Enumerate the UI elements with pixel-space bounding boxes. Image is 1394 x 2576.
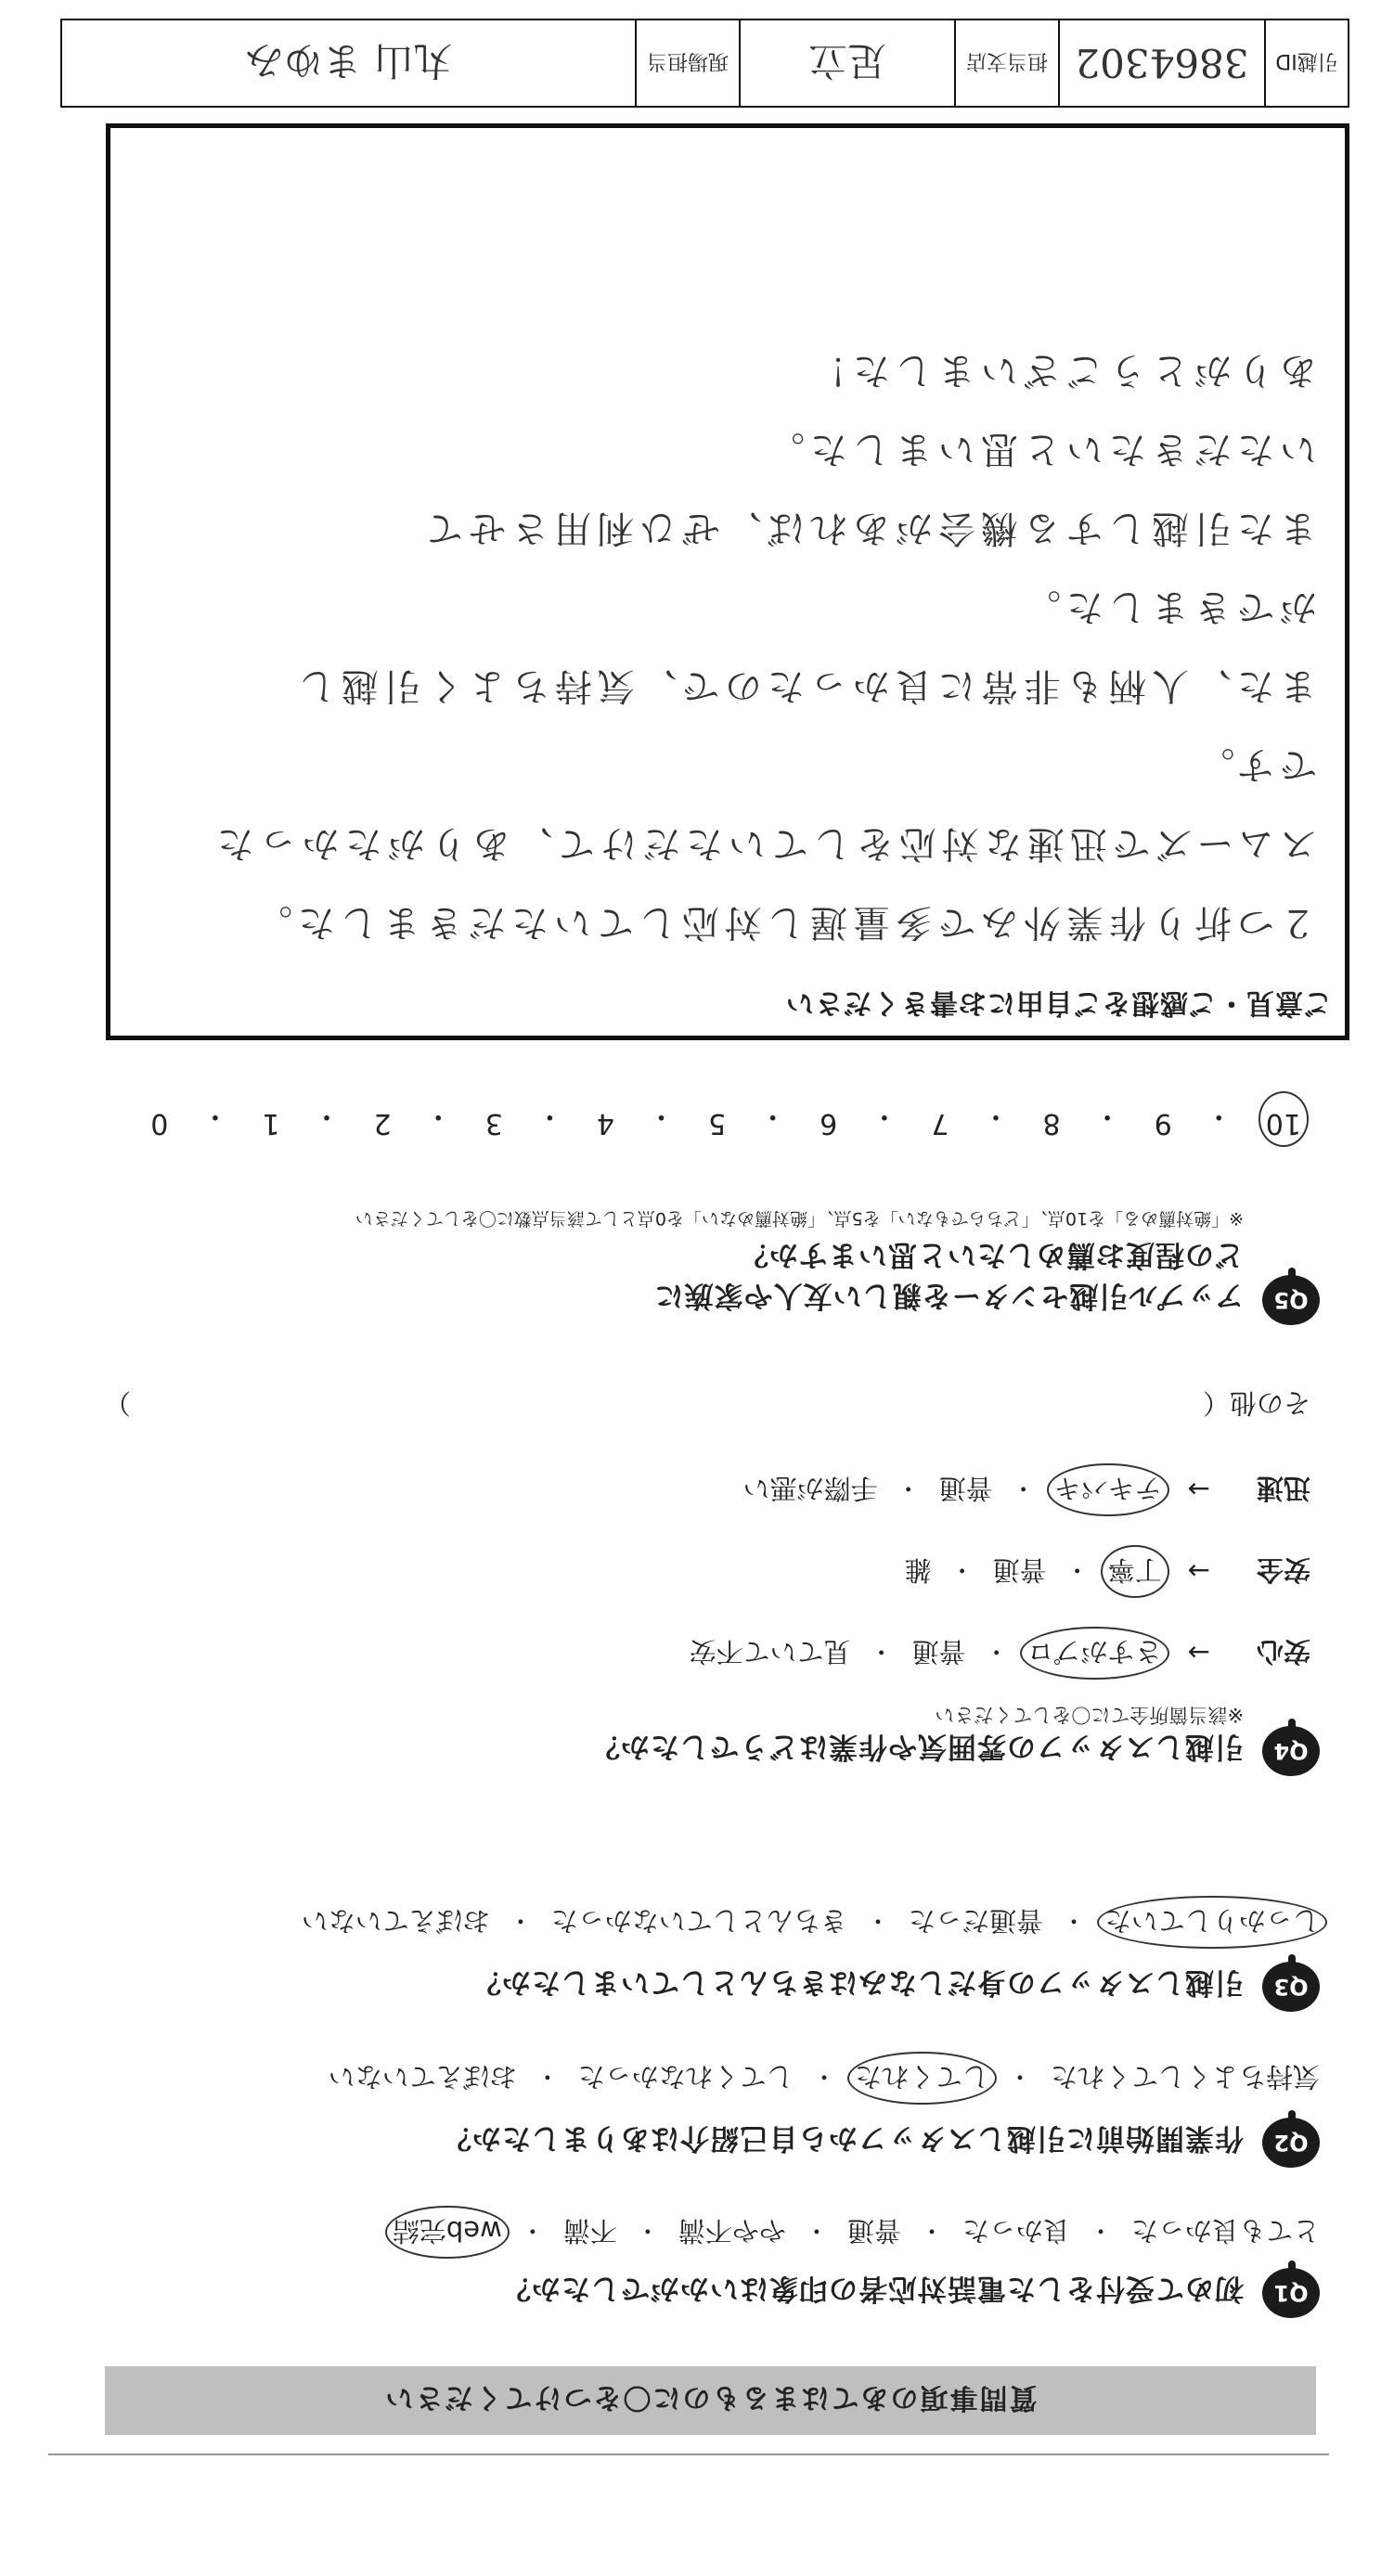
q4-other	[104, 1385, 1310, 1423]
comment-line: ができました。	[1018, 586, 1317, 628]
q4-note: ※該当箇所全てに〇をしてください	[935, 1704, 1244, 1726]
q4-option-circled[interactable]: テキパキ	[1054, 1471, 1162, 1509]
q2-text: 作業開始前に引越しスタッフから自己紹介はありましたか？	[442, 2121, 1244, 2155]
branch-label: 担当支店	[954, 20, 1058, 106]
q1-option[interactable]: 不満	[562, 2215, 617, 2247]
question-1	[85, 2197, 1320, 2318]
arrow-icon: →	[1187, 1555, 1210, 1588]
q4-badge: Q4	[1262, 1726, 1320, 1776]
q4-option[interactable]: 普通	[911, 1636, 966, 1668]
q4-option[interactable]: 普通	[992, 1554, 1047, 1586]
q1-option[interactable]: とても良かった	[1130, 2215, 1320, 2247]
comment-heading: ご意見・ご感想をご自由にお書きください	[785, 986, 1332, 1019]
q4-row-anshin: 安心 → さすがプロ ・ 普通 ・ 見ていて不安	[690, 1634, 1310, 1672]
scale-option[interactable]: 8	[1042, 1107, 1061, 1140]
arrow-icon: →	[1187, 1637, 1210, 1669]
scale-option[interactable]: 1	[262, 1107, 280, 1140]
instruction-bar	[105, 2366, 1316, 2435]
arrow-icon: →	[1187, 1474, 1210, 1506]
q3-options: しっかりしていた ・ 普通だった ・ きちんとしていなかった ・ おぼえていない	[302, 1903, 1320, 1941]
q3-option-circled[interactable]: しっかりしていた	[1104, 1903, 1320, 1941]
scale-option[interactable]: 3	[484, 1107, 503, 1140]
id-value: 3864302	[1058, 20, 1264, 106]
q4-other-close: ）	[104, 1387, 132, 1419]
q1-text: 初めて受付をした電話対応者の印象はいかがでしたか？	[501, 2272, 1244, 2305]
scale-option[interactable]: 7	[931, 1107, 949, 1140]
comment-box[interactable]	[106, 123, 1349, 1040]
q4-other-label: その他（	[1202, 1387, 1310, 1419]
q2-option-circled[interactable]: してくれた	[855, 2059, 989, 2097]
comment-line: また、人柄も非常に良かったので、気持ちよく引越し	[292, 664, 1317, 707]
q4-option[interactable]: 見ていて不安	[689, 1636, 851, 1668]
scale-option[interactable]: 5	[708, 1107, 727, 1140]
comment-line: いただきたいと思いました。	[762, 428, 1317, 470]
scale-option[interactable]: 6	[820, 1107, 838, 1140]
q1-badge: Q1	[1262, 2268, 1320, 2318]
q2-option[interactable]: してくれなかった	[577, 2061, 794, 2093]
instruction-text: 質問事項のあてはまるものに〇をつけてください	[383, 2381, 1038, 2414]
scale-option[interactable]: 4	[596, 1107, 614, 1140]
q4-text: 引越しスタッフの雰囲気や作業はどうでしたか？	[590, 1730, 1244, 1763]
q2-options: 気持ちよくしてくれた ・ してくれた ・ してくれなかった ・ おぼえていない	[329, 2059, 1320, 2097]
q3-option[interactable]: きちんとしていなかった	[550, 1905, 847, 1937]
q4-row-label: 安全	[1256, 1554, 1310, 1586]
question-4	[85, 1368, 1320, 1776]
q4-row-label: 迅速	[1256, 1473, 1310, 1504]
q1-options: とても良かった ・ 良かった ・ 普通 ・ やや不満 ・ 不満 ・ web完結	[393, 2213, 1320, 2251]
scale-option[interactable]: 9	[1154, 1107, 1172, 1140]
q5-text-line2: どの程度お薦めしたいと思いますか？	[739, 1238, 1244, 1271]
q1-option-circled[interactable]: web完結	[393, 2213, 502, 2251]
divider	[48, 2454, 1329, 2455]
scale-option-circled[interactable]: 10	[1266, 1099, 1301, 1140]
comment-line: ２つ折り作業外みで多量遅し対応していただきました。	[250, 901, 1317, 944]
q1-option[interactable]: やや不満	[678, 2215, 786, 2247]
comment-line: スムーズで迅速な対応をしていただけて、ありがたかった	[211, 822, 1317, 865]
question-2	[85, 2047, 1320, 2168]
q5-badge: Q5	[1262, 1275, 1320, 1325]
q3-text: 引越しスタッフの身だしなみはきちんとしていましたか？	[471, 1965, 1244, 1999]
q3-badge: Q3	[1262, 1962, 1320, 2012]
q4-row-label: 安心	[1256, 1636, 1310, 1668]
q2-option[interactable]: 気持ちよくしてくれた	[1050, 2061, 1320, 2093]
comment-line: です。	[1192, 743, 1317, 786]
q4-option-circled[interactable]: さすがプロ	[1027, 1634, 1162, 1672]
q5-note: ※「絶対薦める」を10点、「どちらでもない」を5点、「絶対薦めない」を0点として該当点数に〇をしてください	[355, 1208, 1244, 1229]
q4-row-jinsoku: 迅速 → テキパキ ・ 普通 ・ 手際が悪い	[743, 1471, 1310, 1509]
footer-table	[60, 19, 1349, 108]
q5-scale: 10 ・ 9 ・ 8 ・ 7 ・ 6 ・ 5 ・ 4 ・ 3 ・ 2 ・ 1 ・ 0	[150, 1100, 1301, 1140]
q5-text-line1: アップル引越センターを親しい友人や家族に	[653, 1279, 1244, 1312]
q4-row-anzen: 安全 → 丁寧 ・ 普通 ・ 雑	[905, 1552, 1310, 1591]
leader-value: 丸山 まゆみ	[244, 38, 453, 84]
q1-option[interactable]: 良かった	[962, 2215, 1070, 2247]
question-5	[85, 1167, 1320, 1325]
q1-option[interactable]: 普通	[846, 2215, 901, 2247]
scale-option[interactable]: 2	[373, 1107, 392, 1140]
q4-option-circled[interactable]: 丁寧	[1108, 1552, 1162, 1591]
q4-option[interactable]: 雑	[904, 1554, 932, 1586]
leader-label: 現場担当	[635, 20, 739, 106]
q2-badge: Q2	[1262, 2118, 1320, 2168]
q2-option[interactable]: おぼえていない	[328, 2061, 517, 2093]
branch-value: 足立	[739, 20, 954, 106]
q3-option[interactable]: 普通だった	[908, 1905, 1043, 1937]
question-3	[85, 1891, 1320, 2012]
q4-option[interactable]: 手際が悪い	[742, 1473, 878, 1504]
comment-line: また引越しする機会があれば、ぜひ利用させて	[420, 507, 1317, 549]
id-label: 引越ID	[1264, 20, 1348, 106]
q4-option[interactable]: 普通	[938, 1473, 993, 1504]
q3-option[interactable]: おぼえていない	[301, 1905, 490, 1937]
comment-line: ありがとうございました！	[805, 349, 1317, 392]
scale-option[interactable]: 0	[150, 1107, 169, 1140]
